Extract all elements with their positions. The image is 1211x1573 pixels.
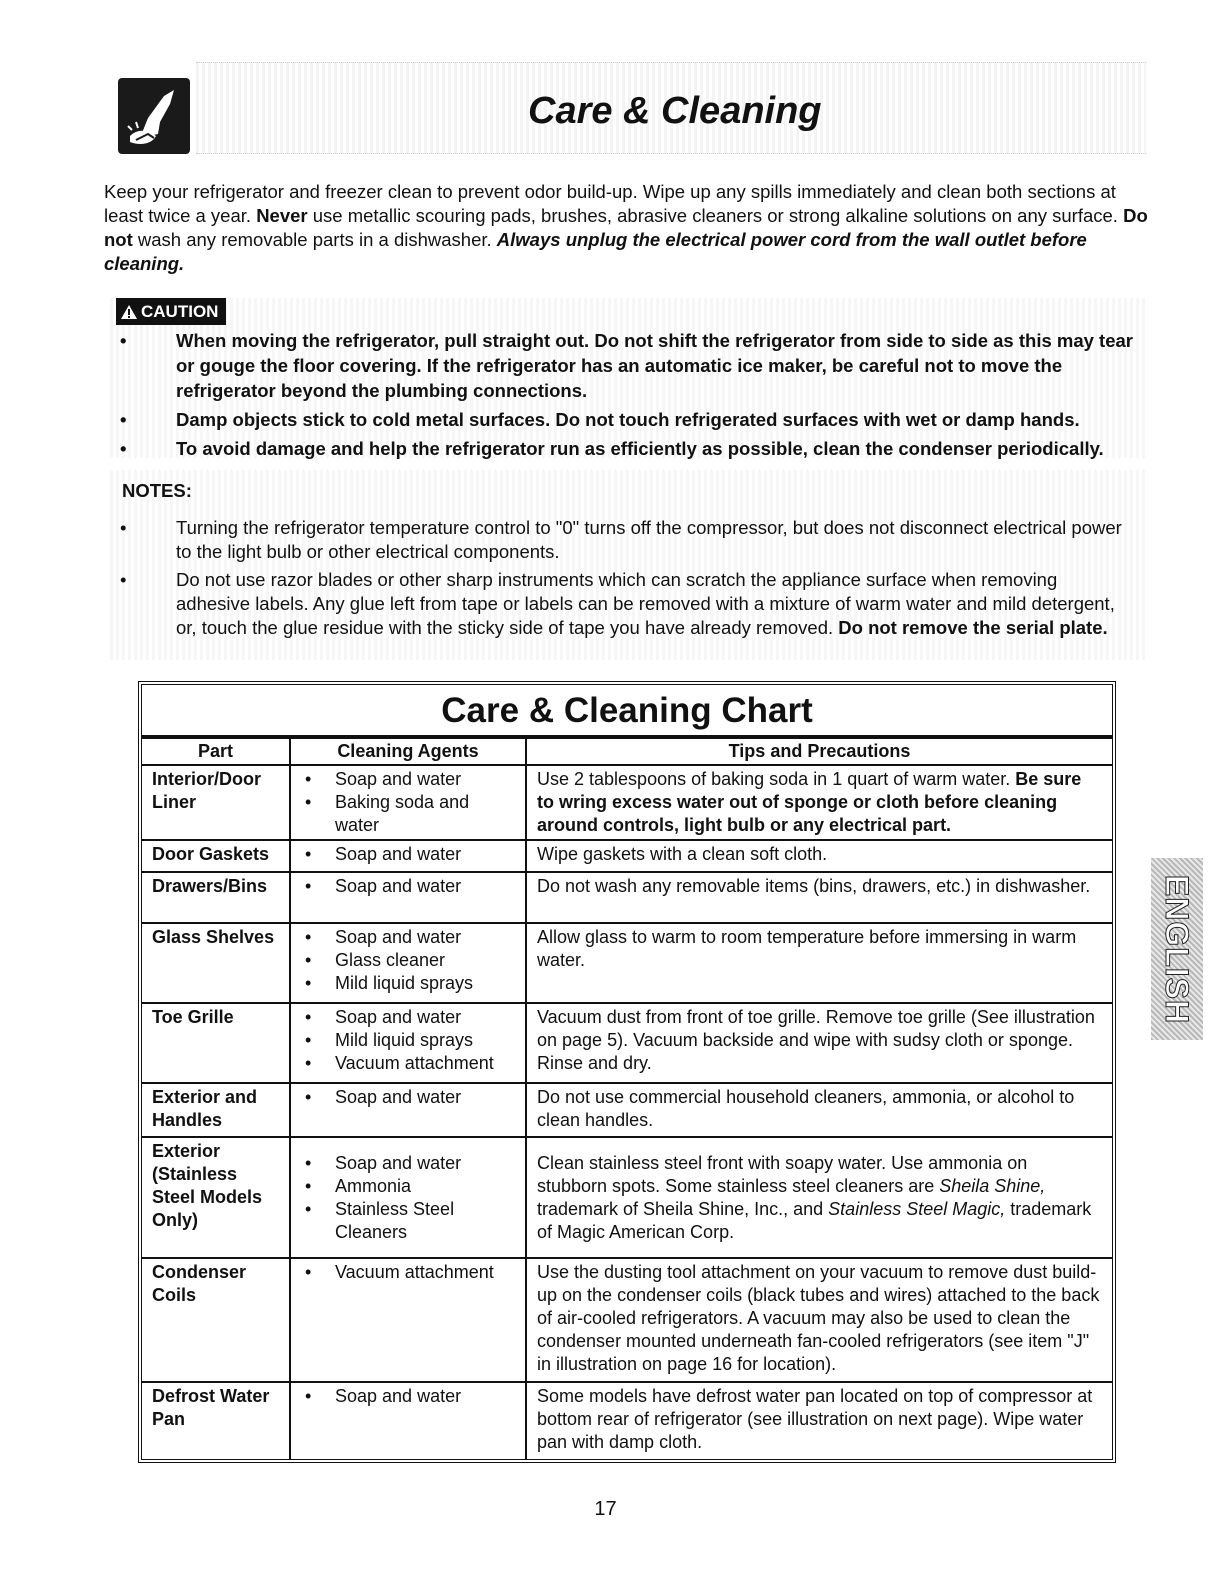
part-cell: Toe Grille	[142, 1003, 290, 1083]
table-row	[142, 872, 1112, 923]
table-row	[142, 1003, 1112, 1083]
tips-cell: Do not wash any removable items (bins, drawers, etc.) in dishwasher.	[526, 872, 1112, 923]
agent-item: • Soap and water	[299, 1385, 515, 1408]
intro-paragraph: Keep your refrigerator and freezer clean to prevent odor build-up. Wipe up any spills immediately and clean both sections at least twice a year. Never use metallic scouring pads, brushes, abrasive cleaners or strong alkaline solutions on any surface. Do not wash any removable parts in a dishwasher. Always unplug the electrical power cord from the wall outlet before cleaning.	[104, 181, 1148, 274]
tips-cell: Clean stainless steel front with soapy water. Use ammonia on stubborn spots. Some stainless steel cleaners are Sheila Shine, trademark of Sheila Shine, Inc., and Stainless Steel Magic, trademark of Magic American Corp.	[526, 1137, 1112, 1258]
tips-cell: Allow glass to warm to room temperature before immersing in warm water.	[526, 923, 1112, 1003]
caution-item: • When moving the refrigerator, pull straight out. Do not shift the refrigerator from side to side as this may tear or gouge the floor covering. If the refrigerator has an automatic ice maker, be careful not to move the refrigerator beyond the plumbing connections.	[116, 328, 1136, 403]
agent-item: • Mild liquid sprays	[299, 972, 515, 995]
notes-title: NOTES:	[122, 480, 192, 501]
page-title: Care & Cleaning	[528, 90, 822, 132]
part-cell: Drawers/Bins	[142, 872, 290, 923]
agent-item: • Vacuum attachment	[299, 1052, 515, 1075]
column-header-tips: Tips and Precautions	[526, 738, 1112, 765]
tips-cell: Wipe gaskets with a clean soft cloth.	[526, 840, 1112, 872]
notes-list	[116, 516, 1136, 644]
caution-item: • Damp objects stick to cold metal surfaces. Do not touch refrigerated surfaces with wet or damp hands.	[116, 407, 1136, 432]
tips-cell: Use 2 tablespoons of baking soda in 1 quart of warm water. Be sure to wring excess water out of sponge or cloth before cleaning around controls, light bulb or any electrical part.	[526, 765, 1112, 840]
agents-cell	[290, 1137, 526, 1258]
table-row	[142, 1083, 1112, 1137]
part-cell: Exterior and Handles	[142, 1083, 290, 1137]
caution-item: • To avoid damage and help the refrigerator run as efficiently as possible, clean the condenser periodically.	[116, 436, 1136, 461]
part-cell: Defrost Water Pan	[142, 1382, 290, 1460]
care-cleaning-chart	[138, 681, 1116, 1463]
agent-item: • Soap and water	[299, 1006, 515, 1029]
agent-item: • Ammonia	[299, 1175, 515, 1198]
table-header-row	[142, 738, 1112, 765]
section-header	[118, 62, 1146, 154]
tips-cell: Vacuum dust from front of toe grille. Remove toe grille (See illustration on page 5). Vacuum backside and wipe with sudsy cloth or sponge. Rinse and dry.	[526, 1003, 1112, 1083]
agents-cell	[290, 1382, 526, 1460]
warning-triangle-icon	[120, 304, 138, 320]
caution-list	[116, 328, 1136, 465]
agents-cell	[290, 872, 526, 923]
part-cell: Interior/Door Liner	[142, 765, 290, 840]
agents-cell	[290, 923, 526, 1003]
language-tab: ENGLISH	[1159, 874, 1196, 1024]
agent-item: • Soap and water	[299, 926, 515, 949]
part-cell: Glass Shelves	[142, 923, 290, 1003]
agents-cell	[290, 765, 526, 840]
agents-cell	[290, 1083, 526, 1137]
table-row	[142, 765, 1112, 840]
agent-item: • Mild liquid sprays	[299, 1029, 515, 1052]
chart-table	[142, 737, 1112, 1460]
agent-item: • Soap and water	[299, 875, 515, 898]
column-header-part: Part	[142, 738, 290, 765]
part-cell: Exterior (Stainless Steel Models Only)	[142, 1137, 290, 1258]
tips-cell: Use the dusting tool attachment on your vacuum to remove dust build-up on the condenser coils (black tubes and wires) attached to the back of air-cooled refrigerators. A vacuum may also be used to clean the condenser mounted underneath fan-cooled refrigerators (see item "J" in illustration on page 16 for location).	[526, 1258, 1112, 1382]
caution-badge: CAUTION	[116, 298, 226, 325]
cleaning-hand-icon	[118, 78, 190, 154]
tips-cell: Do not use commercial household cleaners, ammonia, or alcohol to clean handles.	[526, 1083, 1112, 1137]
agent-item: • Baking soda and water	[299, 791, 515, 837]
part-cell: Door Gaskets	[142, 840, 290, 872]
page-number: 17	[594, 1498, 617, 1520]
agent-item: • Glass cleaner	[299, 949, 515, 972]
table-row	[142, 1382, 1112, 1460]
agent-item: • Soap and water	[299, 843, 515, 866]
chart-title: Care & Cleaning Chart	[142, 685, 1112, 737]
table-row	[142, 1137, 1112, 1258]
table-row	[142, 1258, 1112, 1382]
table-row	[142, 840, 1112, 872]
tips-cell: Some models have defrost water pan located on top of compressor at bottom rear of refrigerator (see illustration on next page). Wipe water pan with damp cloth.	[526, 1382, 1112, 1460]
agent-item: • Soap and water	[299, 1152, 515, 1175]
agents-cell	[290, 840, 526, 872]
table-row	[142, 923, 1112, 1003]
agent-item: • Vacuum attachment	[299, 1261, 515, 1284]
note-item: • Turning the refrigerator temperature control to "0" turns off the compressor, but does not disconnect electrical power to the light bulb or other electrical components.	[116, 516, 1136, 564]
agent-item: • Stainless Steel Cleaners	[299, 1198, 515, 1244]
agent-item: • Soap and water	[299, 1086, 515, 1109]
column-header-agents: Cleaning Agents	[290, 738, 526, 765]
agents-cell	[290, 1003, 526, 1083]
agent-item: • Soap and water	[299, 768, 515, 791]
part-cell: Condenser Coils	[142, 1258, 290, 1382]
agents-cell	[290, 1258, 526, 1382]
note-item: • Do not use razor blades or other sharp instruments which can scratch the appliance surface when removing adhesive labels. Any glue left from tape or labels can be removed with a mixture of warm water and mild detergent, or, touch the glue residue with the sticky side of tape you have already removed. Do not remove the serial plate.	[116, 568, 1136, 640]
